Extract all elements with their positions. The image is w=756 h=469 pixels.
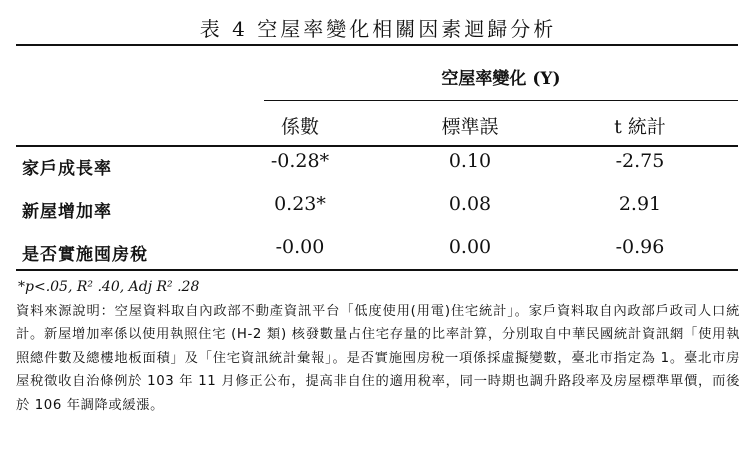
coefficient-cell: 0.23*: [274, 193, 326, 215]
table-title: 表 4 空屋率變化相關因素迴歸分析: [199, 17, 557, 41]
standard-error-cell: 0.00: [448, 236, 492, 258]
standard-error-cell: 0.08: [448, 193, 492, 215]
t-statistic-cell: -0.96: [615, 236, 665, 258]
dependent-variable-symbol: (Y): [532, 69, 561, 89]
row-label: 家戶成長率: [22, 159, 112, 179]
t-statistic-cell: -2.75: [615, 150, 665, 172]
table-row: [0, 193, 756, 223]
standard-error-cell: 0.10: [448, 150, 492, 172]
dependent-variable-label: 空屋率變化: [441, 69, 527, 89]
table-row: [0, 150, 756, 180]
top-rule: [16, 44, 738, 46]
header-rule: [16, 145, 738, 147]
t-statistic-cell: 2.91: [618, 193, 662, 215]
coefficient-cell: -0.00: [275, 236, 325, 258]
source-note: 資料來源說明：空屋資料取自內政部不動產資訊平台「低度使用(用電)住宅統計」。家戶資料取自內政部戶政司人口統計。新屋增加率係以使用執照住宅 (H-2 類) 核發數量占住宅存量的比率計算，分別取自中華民國統計資訊網「使用執照總件數及總樓地板面積」及「住宅資訊統計彙報」。是否實施囤房稅一項係採虛擬變數，臺北市指定為 1。臺北市房屋稅徵收自治條例於 103 年 11 月修正公布，提高非自住的適用稅率，同一時期也調升路段率及房屋標準單價，而後於 106 年調降或緩漲。: [16, 304, 740, 413]
column-header-coefficient: 係數: [280, 116, 319, 138]
row-label: 是否實施囤房稅: [22, 245, 148, 265]
significance-note: *p<.05, R² .40, Adj R² .28: [18, 279, 200, 295]
row-label: 新屋增加率: [22, 202, 112, 222]
header-spanner-rule: [264, 100, 738, 101]
coefficient-cell: -0.28*: [270, 150, 330, 172]
column-header-t-statistic: t 統計: [614, 116, 666, 138]
dependent-variable-header: [264, 64, 738, 89]
table-row: [0, 236, 756, 266]
bottom-rule: [16, 269, 738, 271]
column-header-standard-error: 標準誤: [441, 116, 499, 138]
